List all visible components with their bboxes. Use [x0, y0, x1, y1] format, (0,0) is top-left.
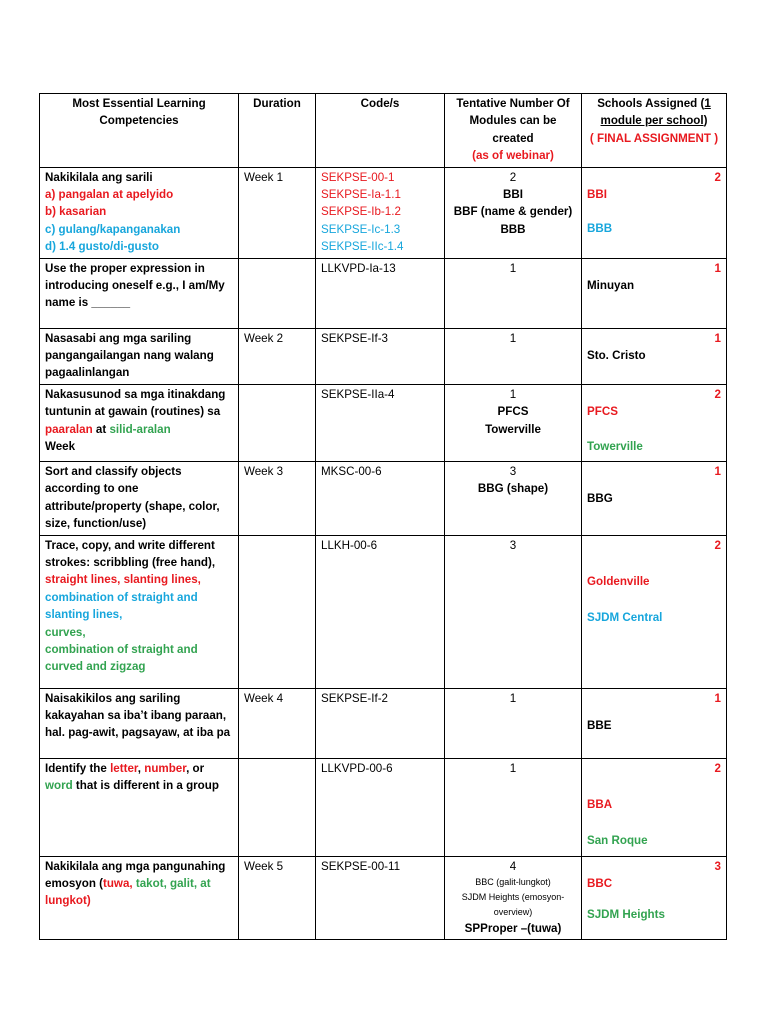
duration-cell: [239, 758, 316, 856]
school-name: BBB: [587, 222, 613, 236]
assignment-count: 2: [714, 387, 721, 401]
assignment-count: 1: [714, 464, 721, 478]
duration-cell: [239, 258, 316, 328]
school-name: Towerville: [587, 439, 643, 453]
codes-cell: [316, 328, 445, 384]
school-name: Goldenville: [587, 574, 650, 588]
competency-text: , at: [193, 876, 211, 890]
modules-cell: [445, 688, 582, 758]
header-modules-text: Tentative Number Of Modules can be created: [456, 97, 570, 145]
header-schools: [582, 94, 727, 168]
competency-cell: Naisakikilos ang sariling kakayahan sa iba’t ibang paraan, hal. pag-awit, pagsayaw, at iba pa: [40, 688, 239, 758]
competency-text: galit: [170, 876, 194, 890]
school-name: BBG: [587, 492, 613, 506]
schools-cell: [582, 328, 727, 384]
school-name: BBA: [587, 797, 613, 811]
competency-text: that is different in a group: [72, 778, 219, 792]
competency-text: ,: [137, 761, 145, 775]
competency-text: a) pangalan at apelyido: [45, 188, 174, 202]
competency-text: combination of straight and slanting lines,: [45, 590, 198, 622]
school-name: BBE: [587, 718, 612, 732]
code-text: MKSC-00-6: [321, 464, 382, 478]
header-schools-underlined: 1 module per school: [600, 97, 711, 128]
codes-cell: [316, 258, 445, 328]
table-row: [40, 258, 727, 328]
module-count: 4: [509, 859, 517, 873]
competency-cell: [40, 758, 239, 856]
competency-cell: Use the proper expression in introducing oneself e.g., I am/My name is ______: [40, 258, 239, 328]
competency-text: Identify the: [45, 761, 111, 775]
codes-cell: [316, 167, 445, 258]
table-row: [40, 328, 727, 384]
code-text: SEKPSE-IIa-4: [321, 387, 395, 401]
duration-cell: [239, 384, 316, 461]
header-modules-note: (as of webinar): [472, 149, 554, 163]
melc-table: [39, 93, 727, 940]
codes-cell: [316, 758, 445, 856]
competency-text: straight lines, slanting lines,: [45, 573, 201, 587]
module-school: BBI: [503, 188, 523, 202]
school-name: SJDM Heights: [587, 908, 665, 922]
module-count: 3: [509, 538, 517, 552]
modules-cell: [445, 856, 582, 940]
module-school: BBF (name & gender): [453, 205, 573, 219]
competency-text: Trace, copy, and write different strokes: scribbling (free hand),: [45, 538, 216, 569]
module-count: 1: [509, 387, 517, 401]
module-count: 2: [509, 170, 517, 184]
schools-cell: [582, 688, 727, 758]
schools-cell: [582, 258, 727, 328]
table-row: [40, 688, 727, 758]
school-name: BBI: [587, 188, 607, 202]
code-text: SEKPSE-00-1: [321, 170, 395, 184]
competency-cell: [40, 535, 239, 688]
modules-cell: [445, 167, 582, 258]
duration-cell: Week 5: [239, 856, 316, 940]
competency-text: silid-aralan: [109, 422, 171, 436]
duration-cell: Week 2: [239, 328, 316, 384]
header-schools-text: Schools Assigned (: [597, 97, 705, 110]
modules-cell: [445, 328, 582, 384]
modules-cell: [445, 758, 582, 856]
school-name: BBC: [587, 876, 613, 890]
code-text: LLKVPD-Ia-13: [321, 261, 396, 275]
table-row: [40, 856, 727, 940]
header-competencies: Most Essential Learning Competencies: [40, 94, 239, 168]
table-row: [40, 167, 727, 258]
codes-cell: [316, 856, 445, 940]
competency-cell: Nasasabi ang mga sariling pangangailangan nang walang pagaalinlangan: [40, 328, 239, 384]
codes-cell: [316, 688, 445, 758]
competency-text: ,: [163, 876, 171, 890]
module-count: 1: [509, 261, 517, 275]
competency-text: tuwa: [102, 876, 130, 890]
schools-cell: [582, 167, 727, 258]
assignment-count: 1: [714, 331, 721, 345]
schools-cell: [582, 535, 727, 688]
module-school: SPProper –(tuwa): [464, 921, 562, 935]
schools-cell: [582, 461, 727, 535]
competency-cell: [40, 856, 239, 940]
module-school: BBB: [500, 222, 526, 236]
code-text: LLKVPD-00-6: [321, 761, 393, 775]
competency-text: letter: [110, 761, 138, 775]
competency-text: d) 1.4 gusto/di-gusto: [45, 240, 159, 254]
assignment-count: 3: [714, 859, 721, 873]
competency-text: at: [92, 422, 110, 436]
module-count: 3: [509, 464, 517, 478]
competency-text: c) gulang/kapanganakan: [45, 222, 181, 236]
header-codes: Code/s: [316, 94, 445, 168]
competency-text: word: [45, 778, 73, 792]
assignment-count: 2: [714, 170, 721, 184]
competency-text: number: [144, 761, 187, 775]
modules-cell: [445, 535, 582, 688]
module-school: BBG (shape): [477, 482, 549, 496]
competency-text: Nakikilala ang sarili: [45, 170, 153, 184]
table-row: [40, 535, 727, 688]
competency-text: lungkot: [45, 894, 87, 908]
modules-cell: [445, 384, 582, 461]
school-name: Minuyan: [587, 279, 635, 293]
competency-cell: [40, 167, 239, 258]
assignment-count: 2: [714, 761, 721, 775]
schools-cell: [582, 856, 727, 940]
competency-text: takot: [135, 876, 164, 890]
module-school: BBC (galit-lungkot): [475, 876, 551, 887]
code-text: SEKPSE-If-2: [321, 691, 389, 705]
competency-text: , or: [186, 761, 205, 775]
modules-cell: [445, 258, 582, 328]
duration-cell: [239, 535, 316, 688]
code-text: SEKPSE-00-11: [321, 859, 401, 873]
module-school: PFCS: [497, 405, 529, 419]
code-text: LLKH-00-6: [321, 538, 378, 552]
assignment-count: 1: [714, 691, 721, 705]
code-text: SEKPSE-Ib-1.2: [321, 205, 401, 219]
competency-text: Week: [45, 440, 76, 454]
module-count: 1: [509, 691, 517, 705]
table-row: [40, 461, 727, 535]
assignment-count: 2: [714, 538, 721, 552]
duration-cell: Week 1: [239, 167, 316, 258]
duration-cell: Week 3: [239, 461, 316, 535]
modules-cell: [445, 461, 582, 535]
header-schools-close: ): [703, 114, 708, 128]
header-modules: [445, 94, 582, 168]
header-duration: Duration: [239, 94, 316, 168]
module-school: SJDM Heights (emosyon-overview): [461, 891, 565, 917]
competency-text: Nakikilala ang mga pangunahing emosyon (: [45, 859, 226, 890]
competency-text: ,: [129, 876, 136, 890]
code-text: SEKPSE-Ia-1.1: [321, 188, 401, 202]
module-count: 1: [509, 331, 517, 345]
competency-text: paaralan: [45, 422, 93, 436]
assignment-count: 1: [714, 261, 721, 275]
schools-cell: [582, 384, 727, 461]
header-row: [40, 94, 727, 168]
schools-cell: [582, 758, 727, 856]
competency-text: ): [86, 894, 91, 908]
competency-cell: [40, 384, 239, 461]
table-row: [40, 758, 727, 856]
codes-cell: [316, 384, 445, 461]
header-schools-final: ( FINAL ASSIGNMENT ): [589, 131, 719, 145]
competency-text: curves,: [45, 625, 86, 639]
codes-cell: [316, 535, 445, 688]
school-name: SJDM Central: [587, 611, 663, 625]
competency-cell: Sort and classify objects according to one attribute/property (shape, color, size, function/use): [40, 461, 239, 535]
module-school: Towerville: [485, 422, 541, 436]
competency-text: combination of straight and curved and zigzag: [45, 642, 198, 674]
school-name: San Roque: [587, 834, 648, 848]
school-name: PFCS: [587, 405, 618, 419]
duration-cell: Week 4: [239, 688, 316, 758]
code-text: SEKPSE-IIc-1.4: [321, 240, 404, 254]
table-row: [40, 384, 727, 461]
code-text: SEKPSE-If-3: [321, 331, 389, 345]
competency-text: Nakasusunod sa mga itinakdang tuntunin at gawain (routines) sa: [45, 387, 226, 419]
codes-cell: [316, 461, 445, 535]
module-count: 1: [509, 761, 517, 775]
competency-text: b) kasarian: [45, 205, 107, 219]
code-text: SEKPSE-Ic-1.3: [321, 222, 401, 236]
school-name: Sto. Cristo: [587, 349, 646, 363]
